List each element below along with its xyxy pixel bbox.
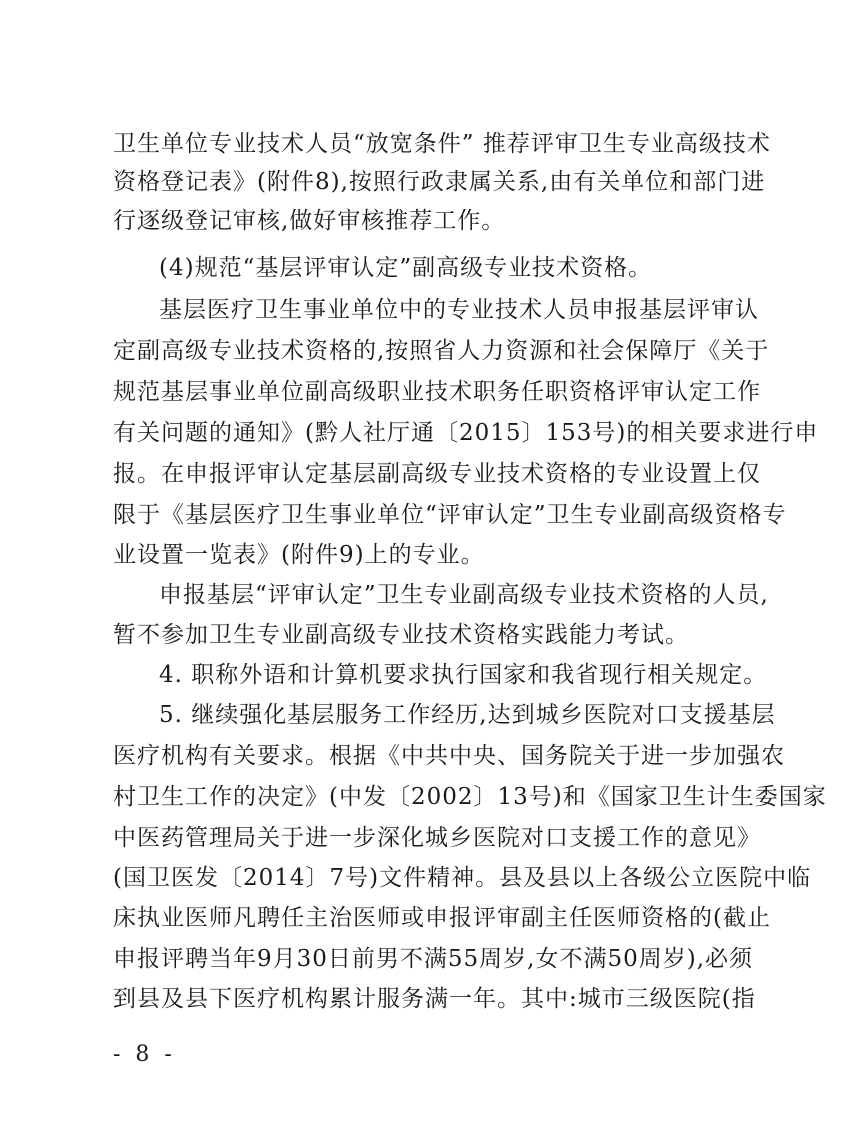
body-text-line: 床执业医师凡聘任主治医师或申报评审副主任医师资格的(截止 <box>113 905 771 931</box>
body-text-line: (国卫医发〔2014〕7号)文件精神。县及县以上各级公立医院中临 <box>113 865 812 891</box>
body-text-line: 定副高级专业技术资格的,按照省人力资源和社会保障厅《关于 <box>113 338 770 364</box>
body-text-line: 中医药管理局关于进一步深化城乡医院对口支援工作的意见》 <box>113 825 761 851</box>
body-text-line: 暂不参加卫生专业副高级专业技术资格实践能力考试。 <box>113 622 689 648</box>
body-text-line: 申报评聘当年9月30日前男不满55周岁,女不满50周岁),必须 <box>113 946 754 972</box>
body-text-line: 行逐级登记审核,做好审核推荐工作。 <box>113 208 506 234</box>
body-text-line: 有关问题的通知》(黔人社厅通〔2015〕153号)的相关要求进行申 <box>113 420 819 446</box>
body-text-line: 基层医疗卫生事业单位中的专业技术人员申报基层评审认 <box>159 297 759 323</box>
page-number: - 8 - <box>113 1042 176 1067</box>
body-text-line: 业设置一览表》(附件9)上的专业。 <box>113 542 485 568</box>
section-heading: (4)规范“基层评审认定”副高级专业技术资格。 <box>159 255 653 281</box>
body-text-line: 医疗机构有关要求。根据《中共中央、国务院关于进一步加强农 <box>113 743 785 769</box>
body-text-line: 村卫生工作的决定》(中发〔2002〕13号)和《国家卫生计生委国家 <box>113 784 827 810</box>
body-text-line: 资格登记表》(附件8),按照行政隶属关系,由有关单位和部门进 <box>113 169 766 195</box>
body-text-line: 规范基层事业单位副高级职业技术职务任职资格评审认定工作 <box>113 379 761 405</box>
body-text-line: 到县及县下医疗机构累计服务满一年。其中:城市三级医院(指 <box>113 986 756 1012</box>
list-item: 4. 职称外语和计算机要求执行国家和我省现行相关规定。 <box>159 662 768 688</box>
body-text-line: 卫生单位专业技术人员“放宽条件” 推荐评审卫生专业高级技术 <box>113 131 771 157</box>
list-item: 5. 继续强化基层服务工作经历,达到城乡医院对口支援基层 <box>159 702 776 728</box>
body-text-line: 限于《基层医疗卫生事业单位“评审认定”卫生专业副高级资格专 <box>113 502 787 528</box>
body-text-line: 报。在申报评审认定基层副高级专业技术资格的专业设置上仅 <box>113 461 761 487</box>
body-text-line: 申报基层“评审认定”卫生专业副高级专业技术资格的人员, <box>159 582 769 608</box>
